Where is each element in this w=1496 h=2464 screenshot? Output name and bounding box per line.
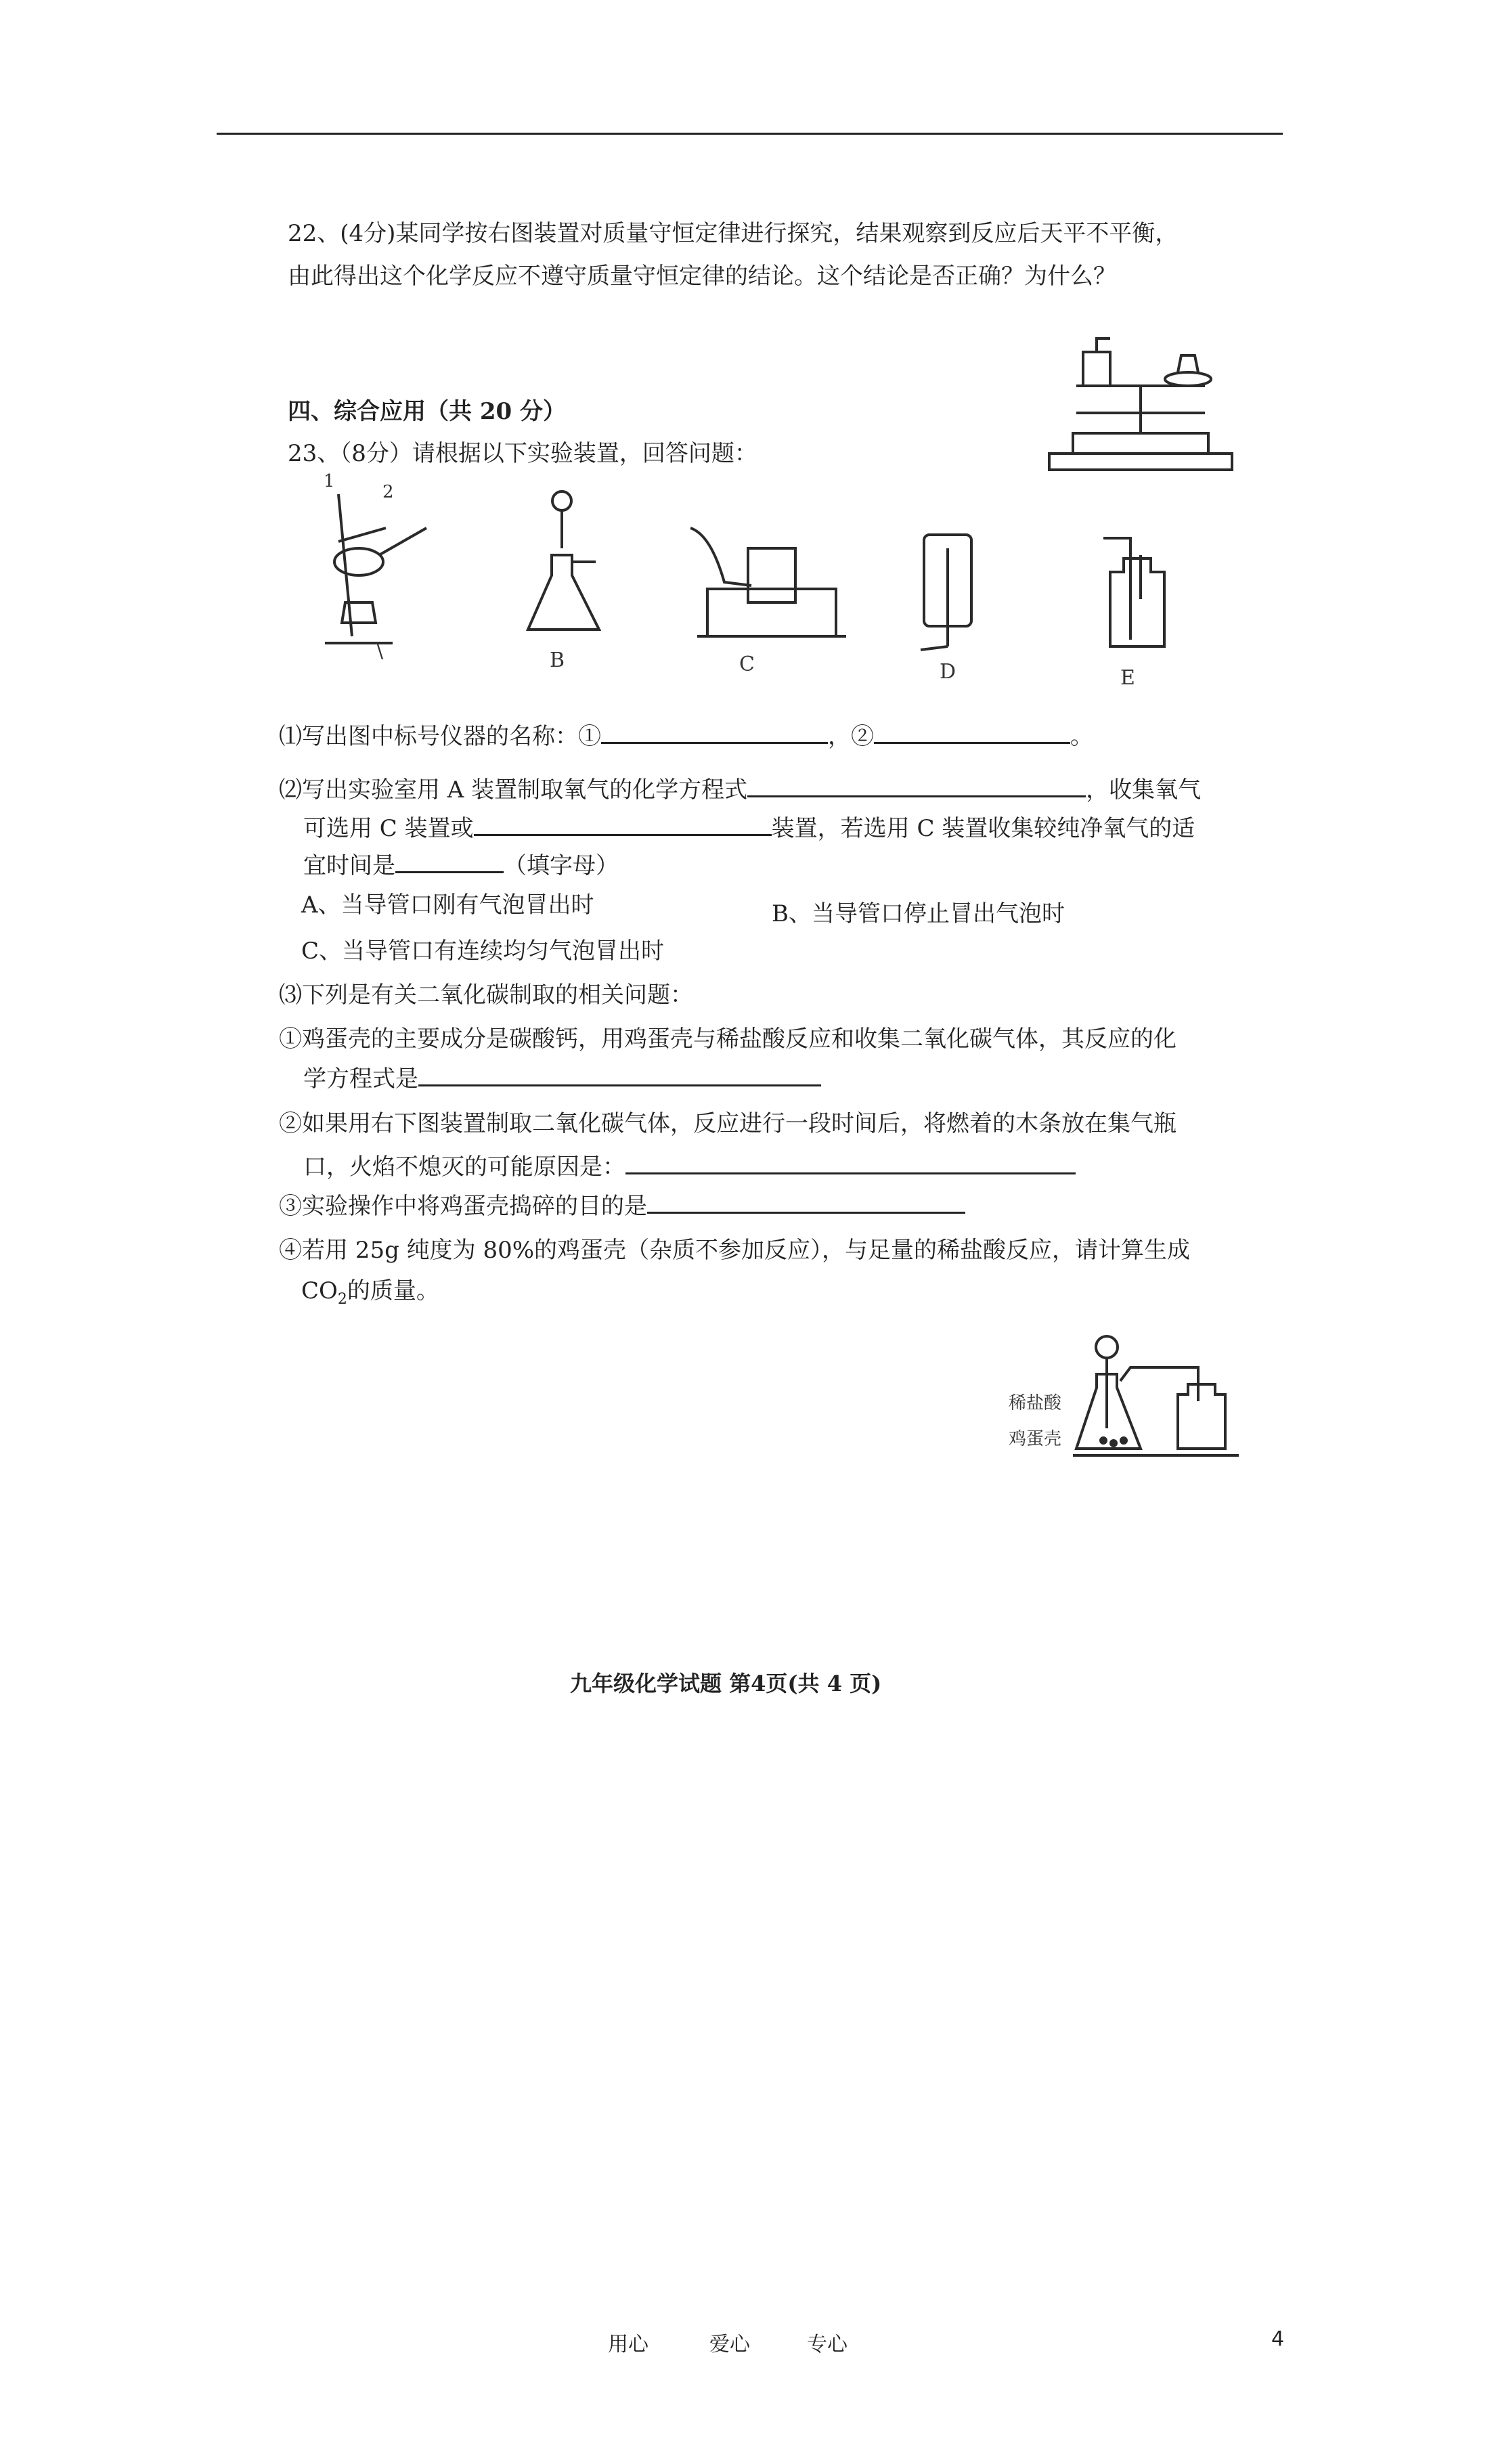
q23-part2-line-3-suffix: （填字母） bbox=[504, 852, 619, 879]
q23-sub4-line-2-text: 的质量。 bbox=[347, 1277, 439, 1304]
q23-part2-line-1 bbox=[279, 774, 1201, 804]
motto-2: 爱心 bbox=[709, 2333, 750, 2356]
q23-part2-line-2-prefix: 可选用 C 装置或 bbox=[303, 815, 474, 842]
marker-2: 2 bbox=[382, 482, 394, 502]
q23-part2-line-1-prefix: ⑵写出实验室用 A 装置制取氧气的化学方程式 bbox=[279, 776, 748, 804]
blank-instrument-2[interactable] bbox=[874, 720, 1070, 744]
blank-timing-letter[interactable] bbox=[395, 850, 504, 873]
blank-co2-equation[interactable] bbox=[418, 1063, 821, 1086]
apparatus-e-figure bbox=[1090, 531, 1171, 660]
q22-line-2: 由此得出这个化学反应不遵守质量守恒定律的结论。这个结论是否正确？为什么？ bbox=[288, 263, 1116, 290]
q23-part3-title: ⑶下列是有关二氧化碳制取的相关问题： bbox=[279, 982, 693, 1009]
q23-sub3-line-1-text: ③实验操作中将鸡蛋壳捣碎的目的是 bbox=[279, 1193, 647, 1220]
q23-sub4-line-2 bbox=[301, 1277, 439, 1308]
option-c: C、当导管口有连续均匀气泡冒出时 bbox=[301, 938, 665, 965]
q23-part1 bbox=[279, 720, 1093, 751]
label-dilute-hcl: 稀盐酸 bbox=[1009, 1393, 1062, 1413]
q23-part2-line-3 bbox=[303, 850, 619, 880]
blank-oxygen-equation[interactable] bbox=[747, 774, 1086, 797]
page-number: 4 bbox=[1271, 2327, 1285, 2351]
q23-part2-line-2-suffix: 装置，若选用 C 装置收集较纯净氧气的适 bbox=[771, 815, 1195, 842]
apparatus-label-c: C bbox=[739, 653, 755, 676]
balance-scale-figure bbox=[1036, 332, 1252, 481]
apparatus-d-figure bbox=[907, 528, 988, 657]
q23-sub1-line-1: ①鸡蛋壳的主要成分是碳酸钙，用鸡蛋壳与稀盐酸反应和收集二氧化碳气体，其反应的化 bbox=[279, 1026, 1176, 1053]
co2-generator-figure bbox=[1070, 1334, 1246, 1462]
motto-3: 专心 bbox=[807, 2333, 848, 2356]
blank-crush-purpose[interactable] bbox=[647, 1190, 965, 1214]
q23-sub1-line-2-text: 学方程式是 bbox=[303, 1065, 418, 1093]
q22-line-1: 22、(4分)某同学按右图装置对质量守恒定律进行探究，结果观察到反应后天平不平衡， bbox=[288, 220, 1179, 247]
q23-sub3-line-1 bbox=[279, 1190, 965, 1220]
q23-sub1-line-2 bbox=[303, 1063, 821, 1093]
q23-part1-mid: ，② bbox=[828, 723, 874, 750]
marker-1: 1 bbox=[324, 471, 335, 491]
label-eggshell: 鸡蛋壳 bbox=[1009, 1429, 1062, 1449]
co2-subscript: 2 bbox=[337, 1290, 347, 1308]
motto-1: 用心 bbox=[608, 2333, 648, 2356]
apparatus-label-d: D bbox=[940, 660, 956, 684]
q23-sub2-line-2 bbox=[303, 1151, 1076, 1181]
q23-sub4-line-1: ④若用 25g 纯度为 80%的鸡蛋壳（杂质不参加反应），与足量的稀盐酸反应，请计算生成 bbox=[279, 1237, 1191, 1264]
q23-intro: 23、（8分）请根据以下实验装置，回答问题： bbox=[288, 440, 757, 467]
option-b: B、当导管口停止冒出气泡时 bbox=[772, 900, 1065, 927]
exam-page-title: 九年级化学试题 第4页(共 4 页) bbox=[570, 1671, 882, 1696]
q23-part1-end: 。 bbox=[1070, 723, 1093, 750]
apparatus-label-a: \ bbox=[376, 639, 384, 663]
apparatus-a-figure bbox=[311, 487, 433, 657]
blank-instrument-1[interactable] bbox=[601, 720, 828, 744]
apparatus-c-figure bbox=[684, 521, 846, 643]
apparatus-label-b: B bbox=[550, 648, 565, 672]
q23-part2-line-1-suffix: ，收集氧气 bbox=[1086, 776, 1202, 804]
section-4-title: 四、综合应用（共 20 分） bbox=[288, 398, 566, 425]
q23-part2-line-2 bbox=[303, 812, 1195, 843]
q23-sub2-line-2-text: 口，火焰不熄灭的可能原因是： bbox=[303, 1153, 625, 1181]
blank-flame-reason[interactable] bbox=[625, 1151, 1076, 1174]
header-rule bbox=[217, 133, 1283, 135]
apparatus-label-e: E bbox=[1120, 666, 1135, 690]
blank-collection-device[interactable] bbox=[474, 812, 772, 836]
q23-part2-line-3-prefix: 宜时间是 bbox=[303, 852, 395, 879]
q23-sub2-line-1: ②如果用右下图装置制取二氧化碳气体，反应进行一段时间后，将燃着的木条放在集气瓶 bbox=[279, 1110, 1176, 1137]
q23-part1-prefix: ⑴写出图中标号仪器的名称：① bbox=[279, 723, 601, 750]
co2-formula: CO bbox=[301, 1277, 338, 1304]
option-a: A、当导管口刚有气泡冒出时 bbox=[301, 892, 594, 919]
apparatus-b-figure bbox=[521, 487, 609, 643]
